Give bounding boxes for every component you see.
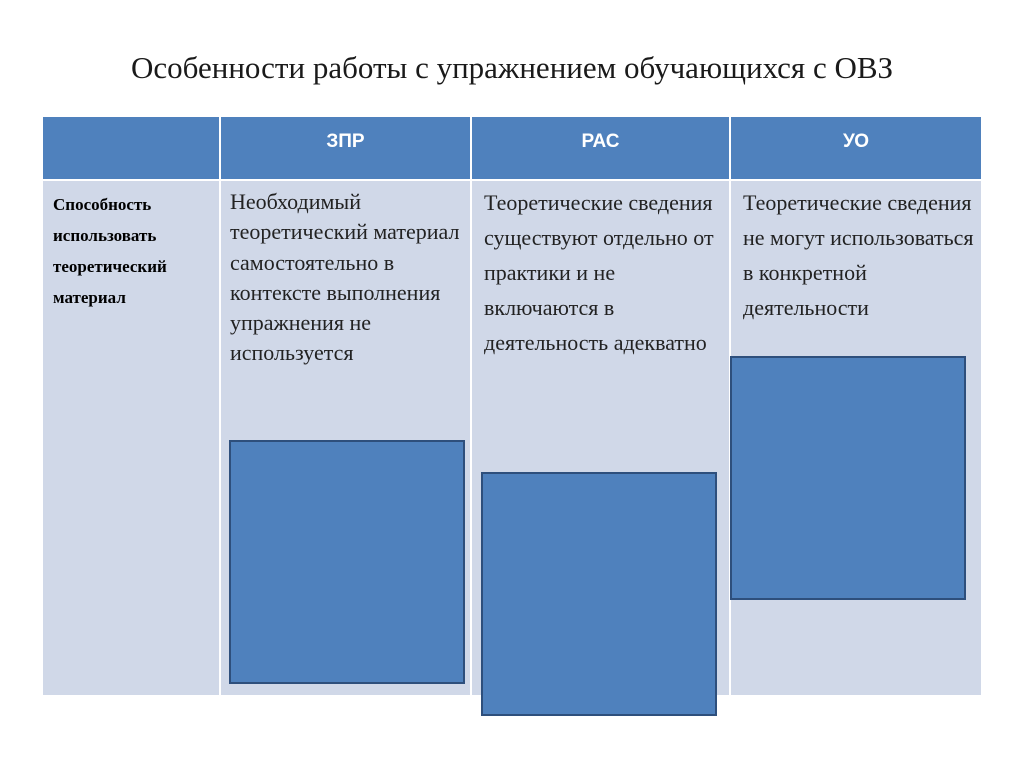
cell-zpr: Необходимый теоретический материал самостоятельно в контексте выполнения упражнения не используется — [221, 181, 470, 695]
table-header-ras: РАС — [472, 117, 729, 179]
table-header-zpr: ЗПР — [221, 117, 470, 179]
table-header-uo: УО — [731, 117, 981, 179]
overlay-box-zpr — [229, 440, 465, 684]
table-header-empty — [43, 117, 219, 179]
overlay-box-ras — [481, 472, 717, 716]
slide-title: Особенности работы с упражнением обучающихся с ОВЗ — [130, 50, 894, 85]
cell-uo: Теоретические сведения не могут использоваться в конкретной деятельности — [731, 181, 981, 695]
overlay-box-uo — [730, 356, 966, 600]
row-label: Способность использовать теоретический материал — [43, 181, 219, 695]
cell-ras: Теоретические сведения существуют отдельно от практики и не включаются в деятельность адекватно — [472, 181, 729, 695]
